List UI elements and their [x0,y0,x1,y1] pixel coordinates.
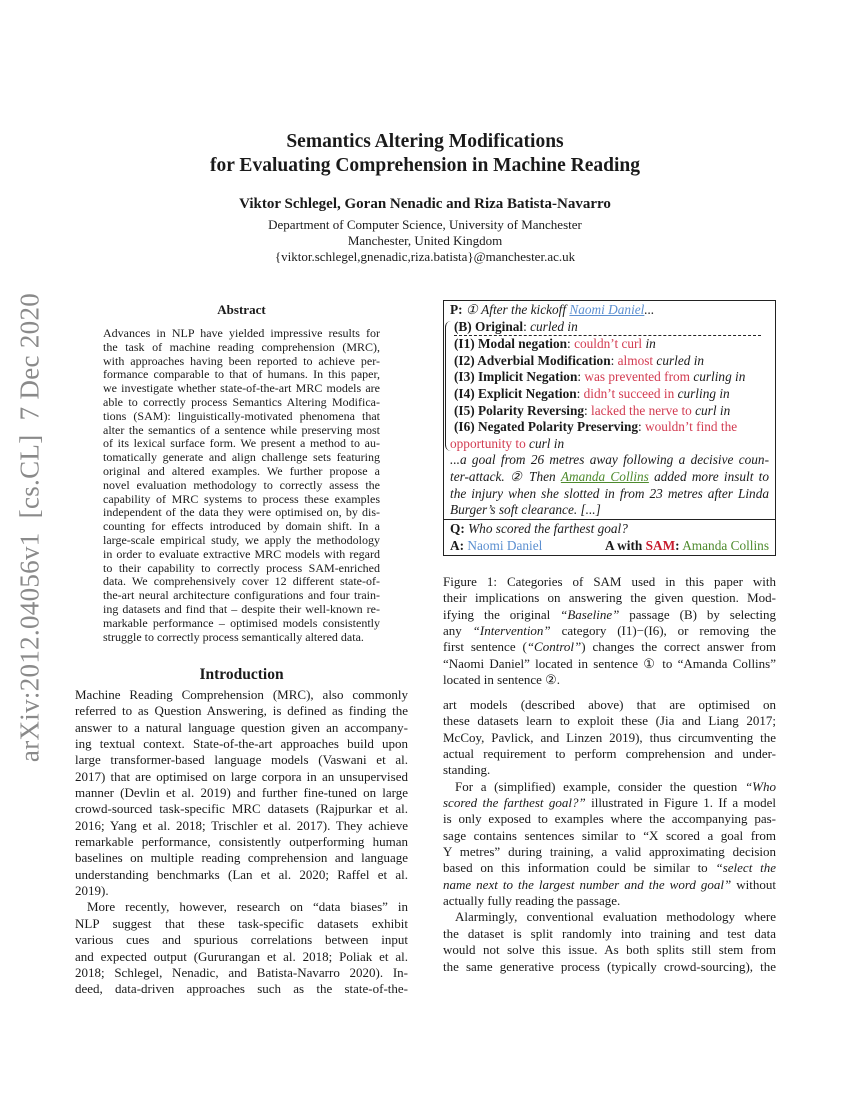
sam-verb-text: curl in [529,435,565,451]
sam-intervention-row-cont [450,436,769,453]
text-line: and expected output (Gururangan et al. 2018; Poliak et al. [75,948,408,964]
text-line: alter the semantics of a sentence while preserving most [103,422,380,437]
text-line: we investigate whether state-of-the-art MRC models are [103,381,380,396]
sam-answer-span: Amanda Collins [560,468,649,484]
sam-modification-text: didn’t succeed in [583,385,678,401]
text-line: any “Intervention” category (I1)−(I6), or removing the [443,623,776,639]
passage-cont-4 [450,502,769,519]
sam-verb-text: in [645,336,656,352]
text-line: various cues and spurious correlations between input [75,932,408,948]
text-line: baselines on multiple reading comprehension and language [75,850,408,866]
text-line: art models (described above) that are optimised on [443,697,776,712]
text-line: able to correctly process Semantics Altering Modifica- [103,394,380,409]
paper-title-line-2: for Evaluating Comprehension in Machine Reading [210,155,640,176]
sam-label: SAM [645,537,676,553]
text-line: the same generative process (typically crowd-sourcing), the [443,958,776,974]
text-line: More recently, however, research on “data biases” in [87,899,408,915]
text-line: manner (Devlin et al. 2019) and further fine-tuned on large [75,785,408,801]
question-label: Q: [450,521,465,536]
sam-modification-text: opportunity to [450,435,530,451]
figure-brace [445,321,451,451]
passage-cont-text: the injury when she slotted in from 23 metres after Linda [450,485,769,501]
text-line: remarkable performance, consistently outperforming human [75,834,408,850]
text-line: based on this information could be similar to “select the [443,860,776,876]
affiliation-location: Manchester, United Kingdom [347,233,503,248]
passage-cont-text: Then [529,468,556,484]
text-line: their implications on answering the given question. Mod- [443,590,776,606]
sam-intervention-row: (I6) Negated Polarity Preserving: wouldn’t find the [454,419,738,435]
sam-verb-text: curling in [677,385,730,401]
sam-intervention-row: (I1) Modal negation: couldn’t curl in [454,336,656,352]
text-line: novel evaluation methodology to correctly assess the [103,477,380,492]
text-line: Machine Reading Comprehension (MRC), also commonly [75,687,408,702]
paper-authors: Viktor Schlegel, Goran Nenadic and Riza Batista-Navarro [239,196,611,212]
text-line: original and altered examples. We further propose a [103,463,380,478]
text-line: counting for effects introduced by domain shift. In a [103,519,380,534]
sam-category-label: (B) Original [454,318,524,334]
text-line: NLP suggest that these task-specific datasets exhibit [75,915,408,931]
sam-category-label: (I3) Implicit Negation [454,369,578,385]
text-line: 2016; Yang et al. 2018; Trischler et al. 2017). They achieve [75,817,408,833]
sam-intervention-row: (I2) Adverbial Modification: almost curled in [454,352,705,368]
text-line: For a (simplified) example, consider the question “Who [455,778,776,794]
passage-cont-1 [450,452,769,469]
text-line: of its lexical surface form. We present a method to au- [103,436,380,451]
text-line: referred to as Question Answering, is defined as finding the [75,703,408,719]
text-line: first sentence (“Control”) changes the correct answer from [443,639,776,655]
text-line: 2018; Schlegel, Nenadic, and Batista-Navarro 2020). In- [75,964,408,980]
text-line: large-scale empirical study, we apply the methodology [103,532,380,547]
arxiv-side-stamp: arXiv:2012.04056v1 [cs.CL] 7 Dec 2020 [14,292,45,763]
text-line: capability of MRC systems to process these examples [103,491,380,506]
sam-category-label: (I5) Polarity Reversing [454,402,584,418]
text-line: name next to the largest number and the word goal” without [443,876,776,892]
sam-intervention-row: (I5) Polarity Reversing: lacked the nerve to curl in [454,402,731,418]
text-line: the task of machine reading comprehension (MRC), [103,339,380,354]
abstract-text [103,327,380,644]
text-line: crowd-sourced task-specific MRC datasets (Rajpurkar et al. [75,801,408,817]
sam-verb-text: curled in [656,352,705,368]
passage-cont-text: ter-attack. [450,468,505,484]
passage-first-line [450,302,769,319]
answer-sam-label: A with [604,537,643,553]
affiliation-department: Department of Computer Science, University of Manchester [268,217,582,232]
passage-cont-text: added more insult to [654,468,770,484]
figure-1-box [443,300,776,556]
sam-intervention-row: (I4) Explicit Negation: didn’t succeed in curling in [454,385,730,401]
answer-sam-colon: : [675,537,680,553]
passage-label: P: [450,302,463,317]
text-line: standing. [443,762,491,778]
text-line: with approaches having been reported to achieve per- [103,353,380,368]
text-line: struggle to correctly process semantically altered data. [103,629,364,644]
sam-category-list [450,319,769,453]
text-line: formance comparable to that of humans. In this paper, [103,367,380,382]
text-line: understanding benchmarks (Lan et al. 2020; Raffel et al. [75,866,408,882]
text-line: these datasets learn to exploit these (Jia and Liang 2017; [443,713,776,729]
sam-modification-text: wouldn’t find the [645,419,738,435]
text-line: ing textual context. State-of-the-art approaches build upon [75,736,408,752]
text-line: the-art neural architecture configurations and four train- [103,588,380,603]
sam-category-label: (I6) Negated Polarity Preserving [454,419,639,435]
text-line: McCoy, Pavlick, and Linzen 2019), thus circumventing the [443,729,776,745]
text-line: ing datasets and find that – despite their well-known re- [103,601,380,616]
right-column-text [443,697,776,975]
text-line: is only exposed to examples where the accompanying pas- [443,811,776,827]
sam-category-label: (I4) Explicit Negation [454,385,577,401]
text-line: sage contains sentences similar to “X scored a goal from [443,827,776,843]
sam-verb-text: curled in [530,318,578,334]
text-line: in order to evaluate extractive MRC models with regard [103,546,380,561]
text-line: answer to a natural language question given an accompany- [75,719,408,735]
sam-category-label: (I2) Adverbial Modification [454,352,611,368]
question-text: Who scored the farthest goal? [468,521,628,536]
sam-verb-text: curl in [695,402,731,418]
question-row [450,521,769,538]
sam-modification-text: was prevented from [584,369,694,385]
text-line: Y metres” during training, a valid approximating decision [443,844,776,860]
sentence-2-marker: ② [509,468,524,484]
abstract-heading: Abstract [217,302,266,317]
text-line: Advances in NLP have yielded impressive results for [103,326,380,340]
text-line: to their capability to correctly process SAM-enriched [103,560,380,575]
answer-label: A: [450,537,465,553]
text-line: 2017) that are optimised on large corpora in an unsupervised [75,768,408,784]
paper-title-line-1: Semantics Altering Modifications [286,131,564,152]
passage-cont-2 [450,469,769,486]
passage-cont-text: ...a goal from 26 metres away following a decisive coun- [450,452,769,468]
text-line: Alarmingly, conventional evaluation methodology where [455,909,776,925]
text-line: actually fully reading the passage. [443,893,621,909]
text-line: “Naomi Daniel” located in sentence ① to “Amanda Collins” [443,655,776,671]
text-line: tions (SAM): linguistically-motivated phenomena that [103,408,380,423]
figure-1-caption [443,574,776,688]
answer-row [450,538,769,555]
sam-modification-text: almost [617,352,657,368]
sam-category-label: (I1) Modal negation [454,336,568,352]
introduction-heading: Introduction [199,666,284,683]
affiliation-emails: {viktor.schlegel,gnenadic,riza.batista}@manchester.ac.uk [274,249,576,264]
sentence-1-marker: ① [465,302,478,317]
sam-intervention-row: (I3) Implicit Negation: was prevented from curling in [454,369,746,385]
text-line: 2019). [75,883,109,899]
text-line: Figure 1: Categories of SAM used in this paper with [443,574,776,589]
text-line: the dataset is split randomly into training and test data [443,925,776,941]
figure-passage [444,301,775,520]
text-line: would not solve this issue. As both splits still stem from [443,942,776,958]
sam-answer: Amanda Collins [682,537,769,553]
text-line: deed, data-driven approaches such as the state-of-the- [75,981,408,997]
original-answer: Naomi Daniel [467,537,543,553]
sam-original-row: (B) Original: curled in [454,318,578,334]
text-line: scored the farthest goal?” illustrated in Figure 1. If a model [443,795,777,811]
sam-modification-text: couldn’t curl [574,336,646,352]
text-line: ifying the original “Baseline” passage (B) by selecting [443,606,776,622]
text-line: located in sentence ②. [443,672,561,688]
passage-ellipsis: ... [644,302,655,317]
passage-start-text: After the kickoff [481,302,567,317]
figure-question-answer [444,520,775,555]
sam-verb-text: curling in [693,369,746,385]
text-line: actual requirement to perform comprehension and under- [443,746,776,762]
sam-modification-text: lacked the nerve to [591,402,696,418]
introduction-text [75,687,408,998]
text-line: tomatically generate and align challenge sets featuring [103,450,380,465]
text-line: large transformer-based language models (Vaswani et al. [75,752,408,768]
text-line: markable performance – optimised models consistently [103,615,380,630]
original-answer-span: Naomi Daniel [569,302,645,317]
passage-cont-text: Burger’s soft clearance. [...] [450,502,601,518]
text-line: data. We comprehensively cover 12 different state-of- [103,574,380,589]
text-line: independent of the data they were optimised on, by dis- [103,505,380,520]
passage-cont-3 [450,486,769,503]
